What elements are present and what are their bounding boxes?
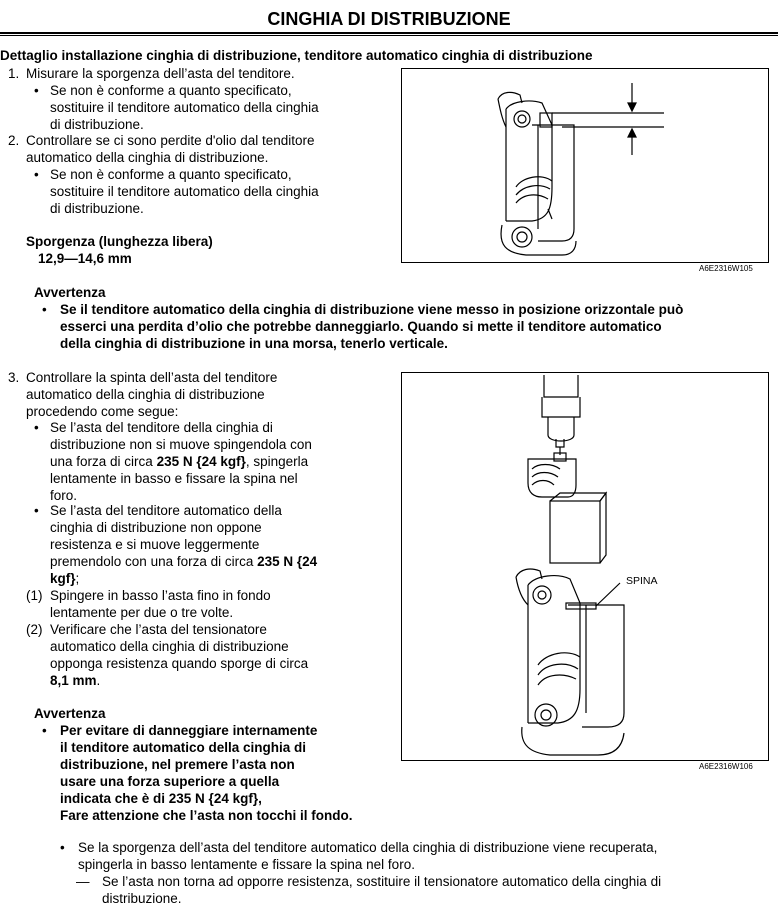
step3-sub2-number: (2): [26, 622, 43, 637]
warning1-line3: della cinghia di distribuzione in una morsa, tenerlo verticale.: [60, 336, 448, 351]
step3-sub2-line3: opponga resistenza quando sporge di circa: [50, 656, 309, 671]
step3-bulletA-line3: una forza di circa 235 N {24 kgf}, spingerla: [50, 454, 309, 469]
step3-bulletB: •: [34, 503, 39, 518]
final-bullet: •: [60, 840, 65, 855]
step3-sub2-line1: Verificare che l’asta del tensionatore: [50, 622, 267, 637]
step2-bullet-line3: di distribuzione.: [50, 201, 144, 216]
step3-line2: automatico della cinghia di distribuzione: [26, 387, 265, 402]
step1-bullet-line1: Se non è conforme a quanto specificato,: [50, 83, 292, 98]
step3-sub2-line2: automatico della cinghia di distribuzione: [50, 639, 289, 654]
step2-number: 2.: [8, 133, 20, 148]
step2-bullet-line2: sostituire il tenditore automatico della cinghia: [50, 184, 319, 199]
warning2-line4: usare una forza superiore a quella: [60, 774, 280, 789]
step2-bullet-line1: Se non è conforme a quanto specificato,: [50, 167, 292, 182]
step3-bulletA-line1: Se l’asta del tenditore della cinghia di: [50, 420, 273, 435]
final-dash-line2: distribuzione.: [102, 891, 182, 906]
figure1-frame: [401, 68, 769, 263]
step3-sub1-number: (1): [26, 588, 43, 603]
warning2-line5: indicata che è di 235 N {24 kgf},: [60, 791, 262, 806]
step3-line1: Controllare la spinta dell’asta del tenditore: [26, 370, 278, 385]
warning1-line1: Se il tenditore automatico della cinghia di distribuzione viene messo in posizione orizzontale può: [60, 302, 684, 317]
step1-number: 1.: [8, 66, 20, 81]
step3-line3: procedendo come segue:: [26, 404, 179, 419]
final-bullet-line1: Se la sporgenza dell’asta del tenditore automatico della cinghia di distribuzione viene recuperata,: [78, 840, 658, 855]
step3-bulletA-line2: distribuzione non si muove spingendola con: [50, 437, 312, 452]
figure2-code: A6E2316W106: [699, 762, 753, 771]
step3-bulletB-line5: kgf};: [50, 571, 80, 586]
page-title: CINGHIA DI DISTRIBUZIONE: [267, 9, 511, 29]
step1-bullet-line2: sostituire il tenditore automatico della cinghia: [50, 100, 319, 115]
warning2-label: Avvertenza: [34, 706, 106, 721]
figure2-frame: [401, 372, 769, 761]
step3-bulletB-line1: Se l’asta del tenditore automatico della: [50, 503, 282, 518]
final-bullet-line2: spingerla in basso lentamente e fissare la spina nel foro.: [78, 857, 415, 872]
spec-value: 12,9—14,6 mm: [38, 251, 132, 266]
step2-line2: automatico della cinghia di distribuzione.: [26, 150, 269, 165]
tensioner-push-test-diagram: [402, 373, 768, 760]
step3-bulletA-line4: lentamente in basso e fissare la spina nel: [50, 471, 298, 486]
figure2-label-spina: SPINA: [626, 575, 658, 587]
warning2-line3: distribuzione, nel premere l’asta non: [60, 757, 295, 772]
warning2-line6: Fare attenzione che l’asta non tocchi il fondo.: [60, 808, 353, 823]
step3-sub1-line1: Spingere in basso l’asta fino in fondo: [50, 588, 271, 603]
step3-number: 3.: [8, 370, 20, 385]
warning2-line2: il tenditore automatico della cinghia di: [60, 740, 307, 755]
step3-bulletB-line4: premendolo con una forza di circa 235 N {24: [50, 554, 318, 569]
warning2-bullet: •: [42, 723, 47, 738]
step3-sub1-line2: lentamente per due o tre volte.: [50, 605, 234, 620]
step2-bullet: •: [34, 167, 39, 182]
step3-bulletB-line2: cinghia di distribuzione non oppone: [50, 520, 262, 535]
spec-label: Sporgenza (lunghezza libera): [26, 234, 213, 249]
warning1-label: Avvertenza: [34, 285, 106, 300]
figure1-code: A6E2316W105: [699, 264, 753, 273]
section-heading: Dettaglio installazione cinghia di distribuzione, tenditore automatico cinghia di distribuzione: [0, 48, 593, 63]
warning2-line1: Per evitare di danneggiare internamente: [60, 723, 318, 738]
final-dash: —: [76, 874, 90, 889]
step3-bulletA-line5: foro.: [50, 488, 78, 503]
step3-sub2-line4: 8,1 mm.: [50, 673, 101, 688]
step2-line1: Controllare se ci sono perdite d'olio dal tenditore: [26, 133, 315, 148]
step3-bulletB-line3: resistenza e si muove leggermente: [50, 537, 260, 552]
warning1-line2: esserci una perdita d’olio che potrebbe danneggiarlo. Quando si mette il tenditore automatico: [60, 319, 662, 334]
tensioner-protrusion-diagram: [402, 69, 768, 262]
warning1-bullet: •: [42, 302, 47, 317]
step1-text: Misurare la sporgenza dell’asta del tenditore.: [26, 66, 295, 81]
step1-bullet: •: [34, 83, 39, 98]
final-dash-line1: Se l’asta non torna ad opporre resistenza, sostituire il tensionatore automatico della cinghia di: [102, 874, 662, 889]
title-rule-thin: [0, 35, 778, 36]
step1-bullet-line3: di distribuzione.: [50, 117, 144, 132]
step3-bulletA: •: [34, 420, 39, 435]
